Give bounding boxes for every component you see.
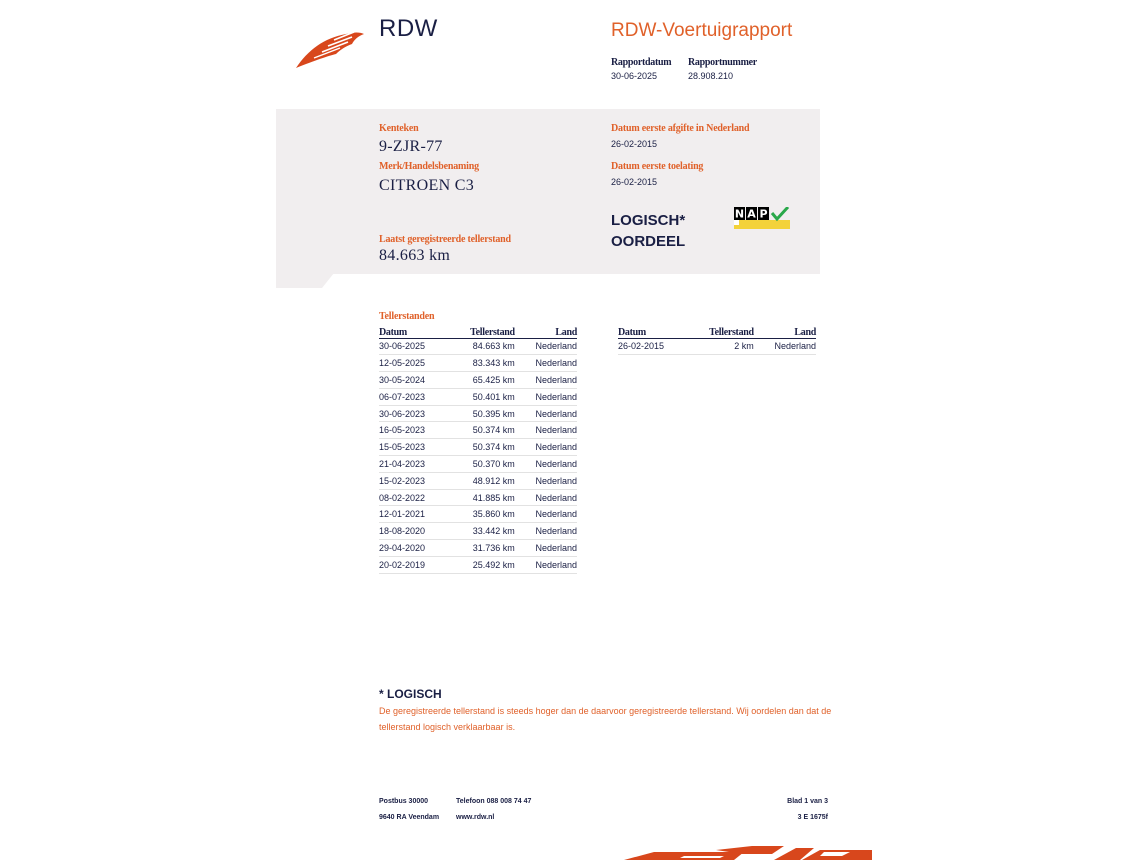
brand-name: RDW	[379, 15, 438, 42]
panel-tab-decoration	[276, 273, 334, 288]
reading-row	[379, 506, 577, 523]
reading-odometer: 48.912 km	[448, 472, 515, 489]
reading-odometer: 50.370 km	[448, 456, 515, 473]
col-country-header: Land	[754, 326, 816, 338]
reading-odometer: 31.736 km	[448, 540, 515, 557]
first-issue-nl-label: Datum eerste afgifte in Nederland	[611, 123, 750, 134]
reading-row	[379, 556, 577, 573]
reading-date: 26-02-2015	[618, 338, 687, 355]
reading-row	[379, 355, 577, 372]
make-label: Merk/Handelsbenaming	[379, 161, 479, 172]
make-value: CITROEN C3	[379, 177, 474, 194]
reading-odometer: 50.374 km	[448, 439, 515, 456]
verdict-line-2: OORDEEL	[611, 233, 686, 250]
reading-country: Nederland	[515, 556, 577, 573]
last-odometer-label: Laatst geregistreerde tellerstand	[379, 234, 511, 245]
reading-country: Nederland	[515, 506, 577, 523]
reading-date: 21-04-2023	[379, 456, 448, 473]
reading-country: Nederland	[515, 422, 577, 439]
report-number-label: Rapportnummer	[688, 57, 757, 68]
reading-date: 06-07-2023	[379, 388, 448, 405]
reading-odometer: 83.343 km	[448, 355, 515, 372]
last-odometer-value: 84.663 km	[379, 247, 451, 264]
reading-country: Nederland	[515, 388, 577, 405]
readings-table-left	[379, 326, 577, 574]
footer-city: 9640 RA Veendam	[379, 814, 440, 821]
reading-row	[379, 489, 577, 506]
reading-odometer: 33.442 km	[448, 523, 515, 540]
reading-odometer: 50.374 km	[448, 422, 515, 439]
reading-date: 30-06-2025	[379, 338, 448, 355]
col-date-header: Datum	[379, 326, 448, 338]
svg-text:A: A	[747, 207, 756, 221]
footer-document-code: 3 E 1675f	[797, 814, 828, 821]
verdict	[611, 210, 711, 252]
report-date: 30-06-2025	[611, 71, 658, 81]
reading-date: 15-02-2023	[379, 472, 448, 489]
col-country-header: Land	[515, 326, 577, 338]
reading-odometer: 50.401 km	[448, 388, 515, 405]
footnote-text: De geregistreerde tellerstand is steeds hoger dan de daarvoor geregistreerde tellerstand. Wij oordelen dan dat de tellerstand logisch verklaarbaar is.	[379, 706, 832, 732]
reading-date: 12-01-2021	[379, 506, 448, 523]
nap-check-icon	[734, 207, 790, 229]
reading-row	[379, 472, 577, 489]
reading-odometer: 50.395 km	[448, 405, 515, 422]
reading-date: 30-05-2024	[379, 372, 448, 389]
reading-date: 12-05-2025	[379, 355, 448, 372]
reading-date: 20-02-2019	[379, 556, 448, 573]
reading-row	[379, 372, 577, 389]
reading-row	[379, 405, 577, 422]
first-admission-value: 26-02-2015	[611, 177, 658, 187]
reading-row	[379, 523, 577, 540]
reading-odometer: 84.663 km	[448, 338, 515, 355]
reading-date: 16-05-2023	[379, 422, 448, 439]
reading-odometer: 41.885 km	[448, 489, 515, 506]
reading-date: 08-02-2022	[379, 489, 448, 506]
footer-website: www.rdw.nl	[456, 814, 495, 821]
readings-section-title: Tellerstanden	[379, 311, 435, 322]
first-issue-nl-value: 26-02-2015	[611, 139, 658, 149]
verdict-line-1: LOGISCH*	[611, 212, 686, 229]
reading-country: Nederland	[515, 489, 577, 506]
footer-phone: Telefoon 088 008 74 47	[456, 798, 532, 805]
readings-table-right	[618, 326, 816, 355]
reading-row	[379, 388, 577, 405]
svg-text:N: N	[734, 207, 745, 221]
rdw-stripe-decoration-icon	[624, 846, 872, 860]
report-number: 28.908.210	[688, 71, 734, 81]
reading-country: Nederland	[515, 472, 577, 489]
footer-postbus: Postbus 30000	[379, 798, 429, 805]
reading-row	[379, 456, 577, 473]
reading-date: 18-08-2020	[379, 523, 448, 540]
reading-date: 30-06-2023	[379, 405, 448, 422]
svg-text:P: P	[759, 207, 768, 221]
reading-country: Nederland	[515, 372, 577, 389]
report-date-label: Rapportdatum	[611, 57, 672, 68]
reading-country: Nederland	[515, 439, 577, 456]
first-admission-label: Datum eerste toelating	[611, 161, 704, 172]
plate-label: Kenteken	[379, 123, 419, 134]
reading-odometer: 35.860 km	[448, 506, 515, 523]
reading-row	[379, 540, 577, 557]
reading-country: Nederland	[515, 523, 577, 540]
col-odometer-header: Tellerstand	[687, 326, 754, 338]
reading-odometer: 25.492 km	[448, 556, 515, 573]
rdw-logo-icon	[294, 28, 366, 70]
reading-row	[379, 439, 577, 456]
col-odometer-header: Tellerstand	[448, 326, 515, 338]
report-title: RDW-Voertuigrapport	[611, 20, 793, 41]
footer-page-number: Blad 1 van 3	[787, 798, 828, 805]
reading-country: Nederland	[754, 338, 816, 355]
reading-row	[618, 338, 816, 355]
reading-country: Nederland	[515, 456, 577, 473]
reading-row	[379, 422, 577, 439]
reading-date: 15-05-2023	[379, 439, 448, 456]
plate-value: 9-ZJR-77	[379, 138, 443, 155]
footnote-title: * LOGISCH	[379, 687, 442, 701]
col-date-header: Datum	[618, 326, 687, 338]
reading-country: Nederland	[515, 355, 577, 372]
reading-country: Nederland	[515, 540, 577, 557]
reading-date: 29-04-2020	[379, 540, 448, 557]
reading-row	[379, 338, 577, 355]
reading-odometer: 65.425 km	[448, 372, 515, 389]
reading-country: Nederland	[515, 405, 577, 422]
reading-odometer: 2 km	[687, 338, 754, 355]
reading-country: Nederland	[515, 338, 577, 355]
